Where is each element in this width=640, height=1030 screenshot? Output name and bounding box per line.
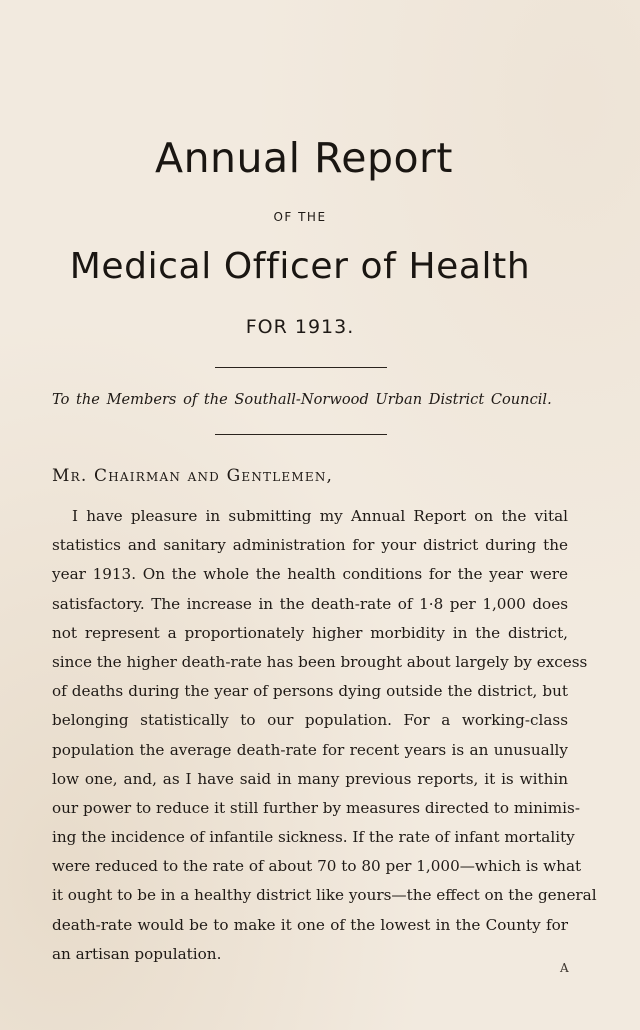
dedication-line: To the Members of the Southall-Norwood Urban District Council. bbox=[52, 391, 552, 408]
body-line: it ought to be in a healthy district like yours—the effect on the general bbox=[52, 886, 597, 905]
body-line: statistics and sanitary administration for your district during the bbox=[52, 536, 568, 555]
body-line: year 1913. On the whole the health conditions for the year were bbox=[52, 565, 568, 584]
body-line: belonging statistically to our population. For a working-class bbox=[52, 711, 568, 730]
body-line: satisfactory. The increase in the death-rate of 1·8 per 1,000 does bbox=[52, 594, 568, 613]
salutation: Mr. Chairman and Gentlemen, bbox=[52, 466, 334, 486]
report-year: FOR 1913. bbox=[245, 316, 355, 338]
body-paragraph bbox=[52, 502, 597, 969]
body-line: our power to reduce it still further by measures directed to minimis- bbox=[52, 798, 580, 817]
body-line: ing the incidence of infantile sickness. If the rate of infant mortality bbox=[52, 828, 575, 847]
body-line: low one, and, as I have said in many previous reports, it is within bbox=[52, 769, 568, 788]
report-title-medical-officer: Medical Officer of Health bbox=[69, 246, 531, 287]
report-title-annual-report: Annual Report bbox=[155, 134, 453, 182]
body-line: I have pleasure in submitting my Annual Report on the vital bbox=[72, 507, 568, 525]
body-line: of deaths during the year of persons dying outside the district, but bbox=[52, 682, 568, 701]
divider-bottom bbox=[215, 434, 387, 435]
divider-top bbox=[215, 367, 387, 368]
body-line: not represent a proportionately higher morbidity in the district, bbox=[52, 623, 568, 642]
body-line: an artisan population. bbox=[52, 944, 222, 963]
signature-mark: A bbox=[560, 961, 569, 975]
body-line: since the higher death-rate has been brought about largely by excess bbox=[52, 652, 588, 671]
body-line: population the average death-rate for recent years is an unusually bbox=[52, 740, 568, 759]
body-line: death-rate would be to make it one of the lowest in the County for bbox=[52, 915, 568, 934]
report-title-of-the: OF THE bbox=[273, 210, 327, 224]
body-line: were reduced to the rate of about 70 to 80 per 1,000—which is what bbox=[52, 857, 582, 876]
